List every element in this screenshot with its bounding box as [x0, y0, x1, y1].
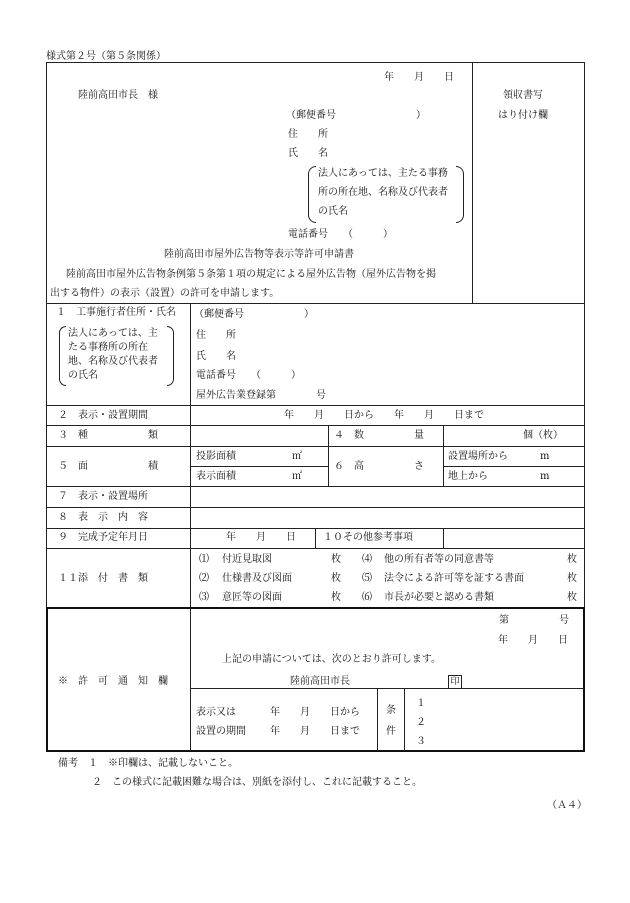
permit-period-label-1: 表示又は — [196, 707, 236, 718]
quantity-label: ４ 数 量 — [334, 430, 424, 441]
display-period-value: 年 月 日から 年 月 日まで — [284, 410, 484, 421]
contractor-note-right-bracket — [167, 326, 174, 386]
applicant-name-label: 氏 名 — [288, 148, 328, 159]
contractor-note-line-3: 地、名称及び代表者 — [68, 356, 158, 367]
contractor-phone: 電話番号 （ ） — [196, 370, 301, 381]
condition-2: ２ — [416, 717, 426, 728]
display-area-unit: ㎡ — [292, 471, 302, 482]
attachment-6-number: ⑹ — [362, 592, 372, 603]
contractor-note-left-bracket — [59, 326, 66, 386]
contractor-postal: （郵便番号 ） — [194, 309, 314, 320]
height-label: ６ 高 さ — [334, 461, 424, 472]
attachment-5-unit: 枚 — [567, 573, 577, 584]
form-number: 様式第２号（第５条関係） — [46, 51, 166, 62]
display-period-label: ２ 表示・設置期間 — [58, 410, 148, 421]
location-label: ７ 表示・設置場所 — [58, 491, 148, 502]
corp-note-line-2: 所の所在地、名称及び代表者 — [318, 187, 448, 198]
receipt-label: 領収書写 — [503, 90, 543, 101]
note-2: ２ この様式に記載困難な場合は、別紙を添付し、これに記載すること。 — [92, 777, 422, 788]
corp-note-line-3: の氏名 — [318, 206, 348, 217]
corp-note-line-1: 法人にあっては、主たる事務 — [318, 168, 448, 179]
permit-period-to: 年 月 日まで — [270, 726, 360, 737]
attachment-1-text: 付近見取図 — [222, 554, 272, 565]
attachment-2-text: 仕様書及び図面 — [222, 573, 292, 584]
content-label: ８ 表 示 内 容 — [58, 512, 148, 523]
attachment-2-unit: 枚 — [331, 573, 341, 584]
contractor-name-label: 氏 名 — [196, 351, 236, 362]
attachment-1-number: ⑴ — [199, 554, 209, 565]
condition-3: ３ — [416, 736, 426, 747]
contractor-address-label: 住 所 — [196, 330, 236, 341]
conditions-label-2: 件 — [386, 726, 396, 737]
applicant-address-label: 住 所 — [288, 129, 328, 140]
attachment-5-number: ⑸ — [362, 573, 372, 584]
attachment-4-unit: 枚 — [567, 554, 577, 565]
attachment-3-number: ⑶ — [199, 592, 209, 603]
attachment-5-text: 法令による許可等を証する書面 — [384, 573, 524, 584]
attachments-label: １１添 付 書 類 — [58, 573, 148, 584]
permit-period-label-2: 設置の期間 — [196, 726, 246, 737]
area-label: ５ 面 積 — [58, 461, 158, 472]
reference-label: １０その他参考事項 — [323, 532, 413, 543]
quantity-unit: 個（枚） — [523, 430, 563, 441]
attachment-4-number: ⑷ — [362, 554, 372, 565]
attachment-2-number: ⑵ — [199, 573, 209, 584]
attachment-3-unit: 枚 — [331, 592, 341, 603]
permit-statement: 上記の申請については、次のとおり許可します。 — [222, 654, 441, 665]
conditions-label-1: 条 — [386, 705, 396, 716]
addressee: 陸前高田市長 様 — [78, 90, 158, 101]
permit-number: 第 号 — [499, 615, 569, 626]
application-date: 年 月 日 — [384, 72, 454, 83]
projected-area-label: 投影面積 — [196, 451, 236, 462]
corp-note-left-bracket — [308, 166, 316, 223]
applicant-phone: 電話番号 （ ） — [288, 229, 393, 240]
completion-date-label: ９ 完成予定年月日 — [58, 532, 148, 543]
condition-1: １ — [416, 698, 426, 709]
attachment-4-text: 他の所有者等の同意書等 — [384, 554, 494, 565]
seal-mark: 印 — [448, 675, 462, 689]
note-1: 備考 １ ※印欄は、記載しないこと。 — [58, 758, 238, 769]
contractor-note-line-4: の氏名 — [68, 370, 98, 381]
permit-date: 年 月 日 — [498, 635, 568, 646]
contractor-label: １ 工事施行者住所・氏名 — [56, 307, 176, 318]
attachment-6-unit: 枚 — [567, 592, 577, 603]
completion-date-value: 年 月 日 — [226, 532, 296, 543]
contractor-note-line-2: たる事務所の所在 — [68, 342, 148, 353]
attachment-3-text: 意匠等の図面 — [222, 592, 282, 603]
permit-mayor: 陸前高田市長 — [290, 676, 350, 687]
corp-note-right-bracket — [456, 166, 464, 223]
receipt-area-label: はり付け欄 — [498, 110, 548, 121]
attachment-1-unit: 枚 — [331, 554, 341, 565]
height-from-site-unit: m — [540, 451, 550, 462]
height-from-ground-label: 地上から — [448, 471, 488, 482]
type-label: ３ 種 類 — [58, 430, 158, 441]
permit-notification-label: ※ 許 可 通 知 欄 — [58, 676, 168, 687]
form-title: 陸前高田市屋外広告物等表示等許可申請書 — [164, 249, 354, 260]
height-from-ground-unit: m — [540, 471, 550, 482]
display-area-label: 表示面積 — [196, 471, 236, 482]
applicant-postal: （郵便番号 ） — [286, 110, 426, 121]
contractor-registration: 屋外広告業登録第 号 — [196, 390, 326, 401]
contractor-note-line-1: 法人にあっては、主 — [68, 328, 158, 339]
attachment-6-text: 市長が必要と認める書類 — [384, 592, 494, 603]
application-statement-line-1: 陸前高田市屋外広告物条例第５条第１項の規定による屋外広告物（屋外広告物を掲 — [66, 269, 436, 280]
height-from-site-label: 設置場所から — [448, 451, 508, 462]
application-statement-line-2: 出する物件）の表示（設置）の許可を申請します。 — [50, 288, 280, 299]
permit-period-from: 年 月 日から — [270, 707, 360, 718]
projected-area-unit: ㎡ — [292, 451, 302, 462]
paper-size: （Ａ４） — [547, 800, 587, 811]
